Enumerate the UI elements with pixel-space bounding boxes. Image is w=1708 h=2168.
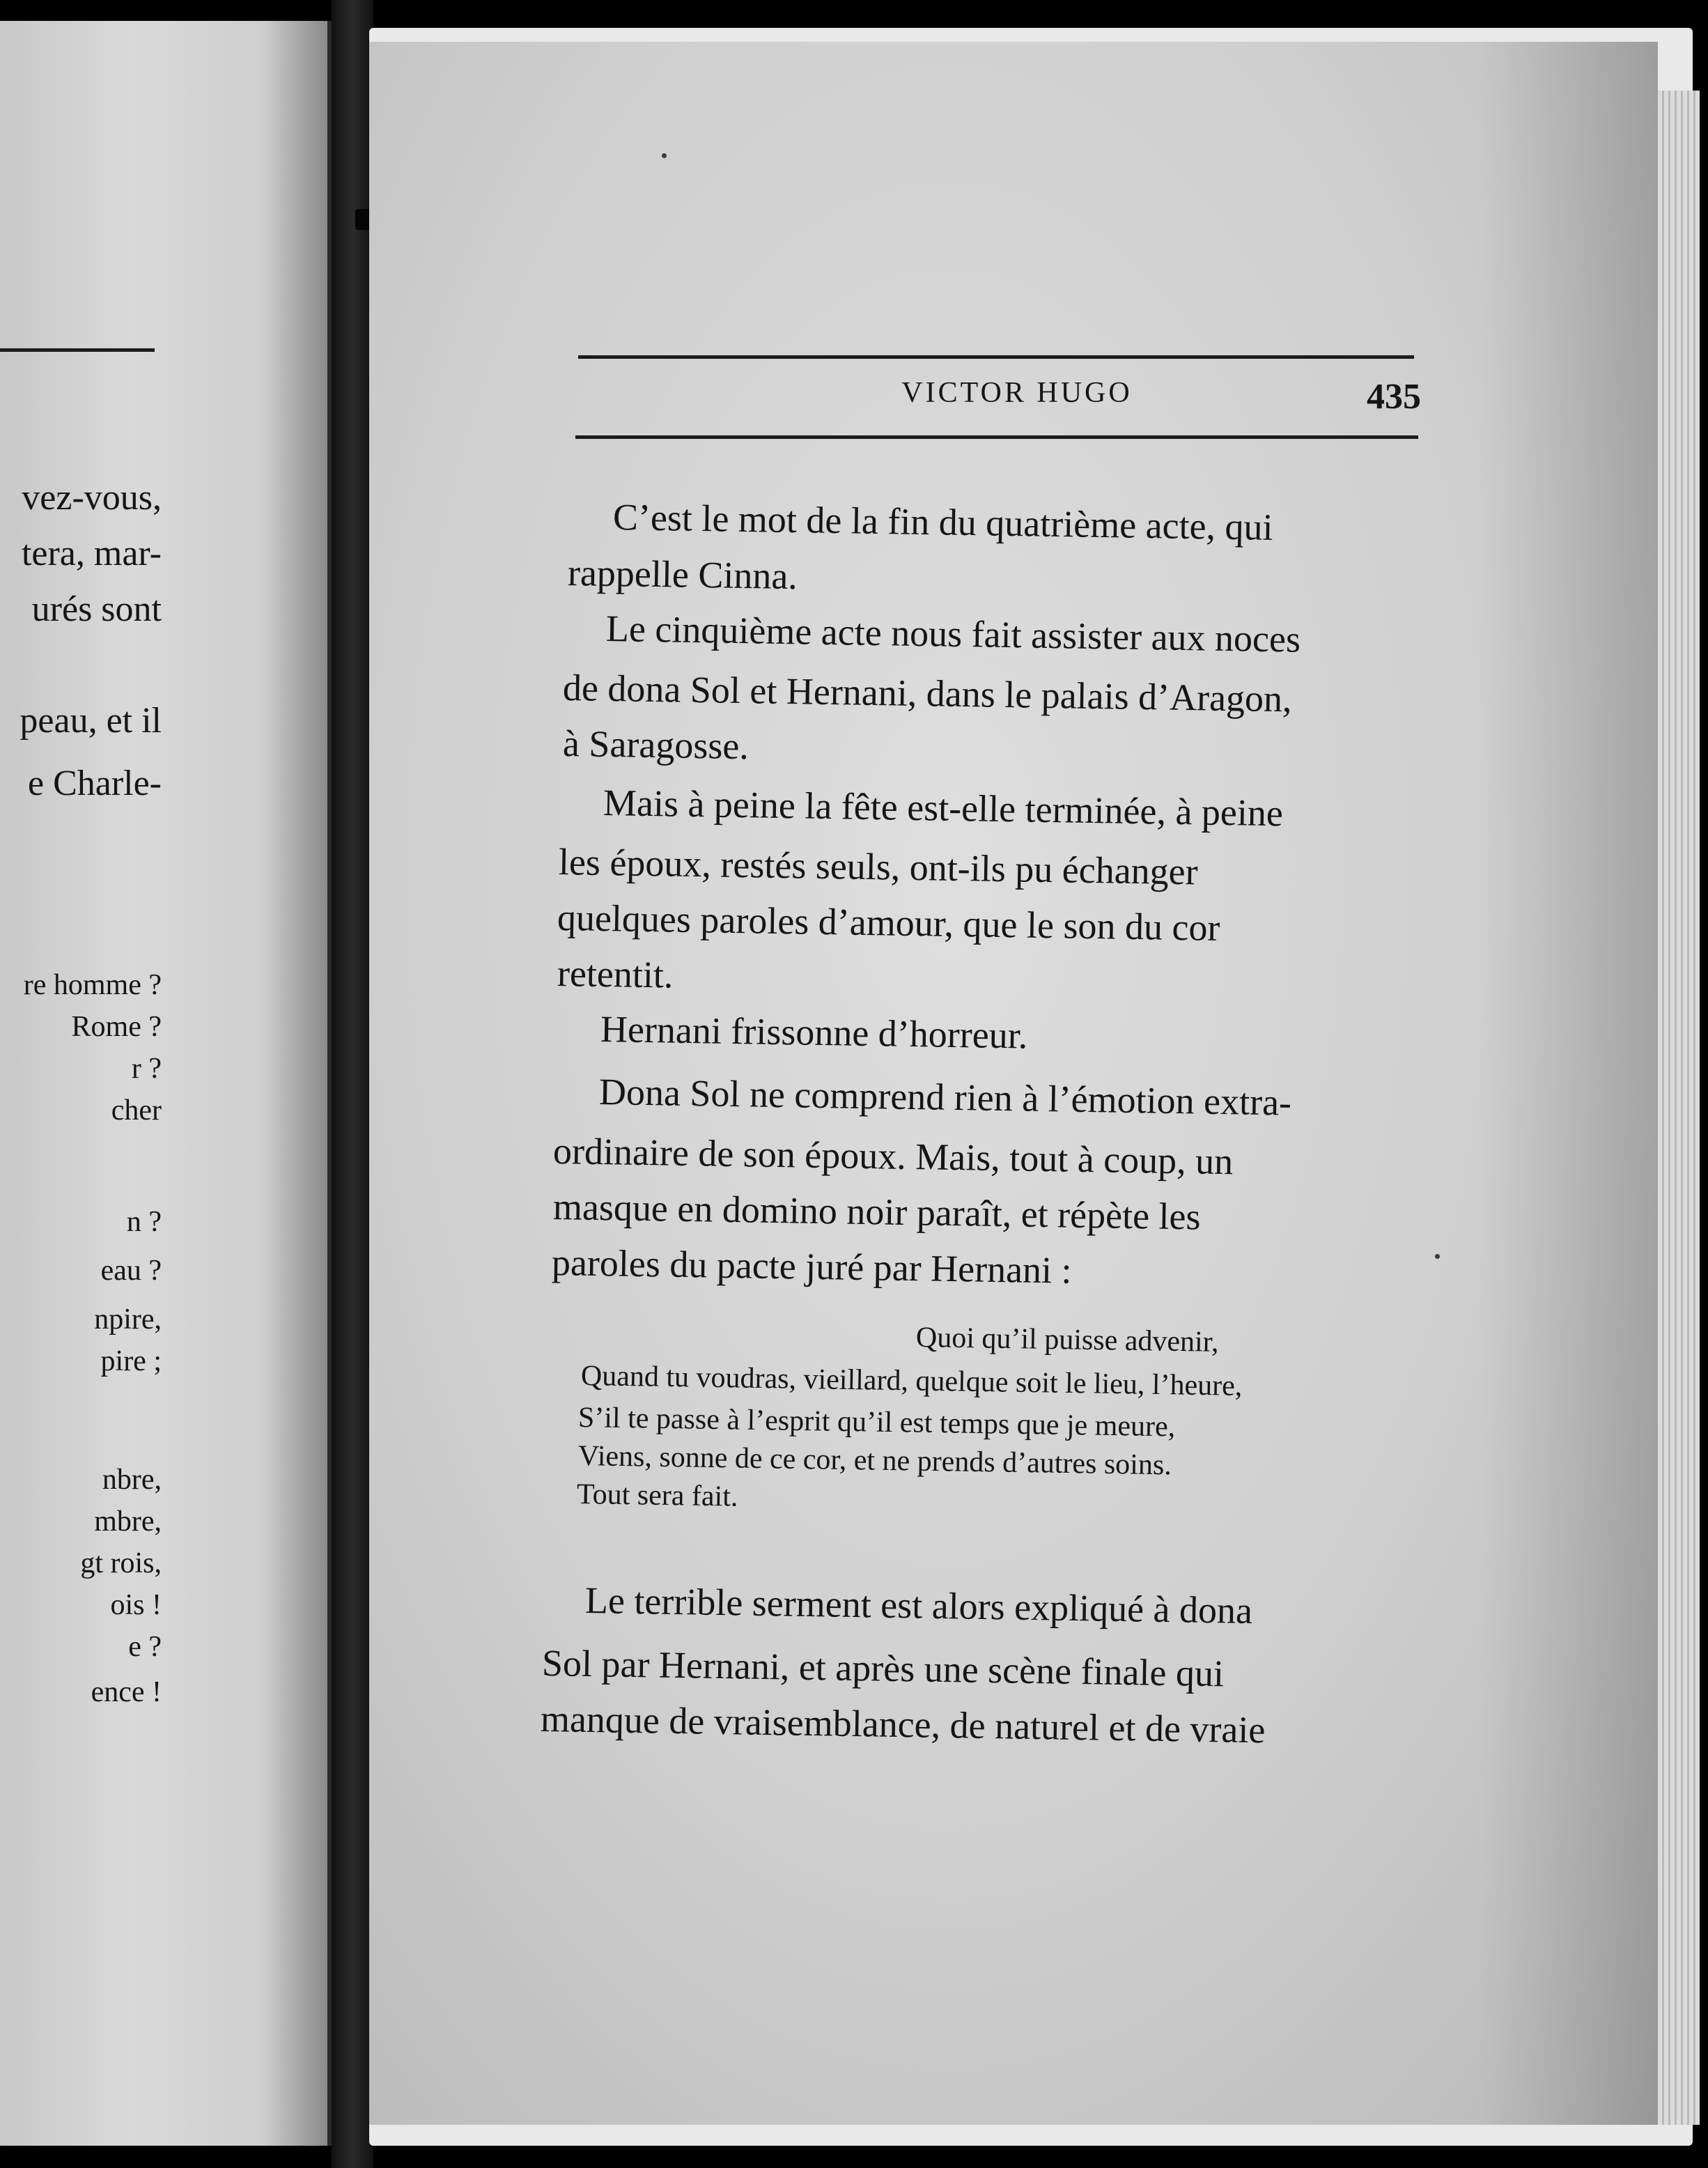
text-line: Le terrible serment est alors expliqué à dona — [584, 1579, 1253, 1632]
text-line: Mais à peine la fête est-elle terminée, à peine — [603, 782, 1284, 835]
text-line: quelques paroles d’amour, que le son du cor — [557, 897, 1220, 949]
page-stack-edge — [1658, 91, 1700, 2125]
previous-page-line: tera, mar- — [21, 534, 162, 573]
ink-speck — [1435, 1254, 1440, 1259]
previous-page-line: vez-vous, — [22, 478, 162, 518]
previous-page-verse-line: n ? — [126, 1206, 162, 1238]
text-line: ordinaire de son époux. Mais, tout à coup, un — [552, 1130, 1234, 1183]
previous-page-verse-line: Rome ? — [71, 1011, 162, 1043]
text-line: à Saragosse. — [562, 722, 750, 768]
previous-page-rule — [0, 348, 155, 352]
running-head: VICTOR HUGO — [901, 377, 1133, 409]
previous-page-verse-line: gt rois, — [80, 1547, 162, 1579]
current-page — [369, 42, 1658, 2125]
header-rule-top — [578, 355, 1414, 359]
text-line: Dona Sol ne comprend rien à l’émotion extra- — [598, 1071, 1292, 1124]
text-line: rappelle Cinna. — [567, 552, 798, 598]
previous-page-verse-line: eau ? — [100, 1255, 162, 1287]
previous-page-verse-line: pire ; — [100, 1345, 162, 1377]
previous-page-line: peau, et il — [20, 701, 162, 741]
text-line: manque de vraisemblance, de naturel et de vraie — [540, 1698, 1266, 1751]
previous-page-verse-line: nbre, — [102, 1464, 162, 1496]
previous-page-verse-line: e ? — [128, 1631, 162, 1663]
text-line: paroles du pacte juré par Hernani : — [551, 1241, 1073, 1292]
previous-page-line: urés sont — [31, 589, 162, 629]
previous-page-verse-line: ois ! — [110, 1589, 162, 1621]
quote-line: S’il te passe à l’esprit qu’il est temps que je meure, — [577, 1402, 1176, 1443]
text-line: Sol par Hernani, et après une scène finale qui — [541, 1642, 1225, 1695]
quote-line: Quoi qu’il puisse advenir, — [915, 1322, 1219, 1358]
text-line: Le cinquième acte nous fait assister aux noces — [605, 607, 1301, 660]
text-line: retentit. — [557, 952, 674, 996]
ink-speck — [662, 153, 667, 158]
previous-page-verse-line: re homme ? — [23, 969, 162, 1001]
quote-line: Quand tu voudras, vieillard, quelque soit le lieu, l’heure, — [580, 1360, 1243, 1402]
quote-line: Tout sera fait. — [576, 1478, 738, 1513]
text-line: C’est le mot de la fin du quatrième acte, qui — [612, 496, 1274, 548]
text-line: Hernani frissonne d’horreur. — [600, 1008, 1028, 1057]
book-spine — [332, 0, 373, 2168]
quote-line: Viens, sonne de ce cor, et ne prends d’autres soins. — [577, 1440, 1172, 1482]
text-line: les époux, restés seuls, ont-ils pu échanger — [558, 841, 1199, 893]
previous-page — [0, 21, 332, 2146]
previous-page-line: e Charle- — [27, 764, 162, 803]
text-line: masque en domino noir paraît, et répète les — [552, 1186, 1202, 1238]
previous-page-verse-line: ence ! — [91, 1676, 162, 1708]
previous-page-verse-line: npire, — [94, 1303, 162, 1335]
page-shadow — [1477, 42, 1658, 2125]
header-rule-bottom — [575, 435, 1418, 439]
previous-page-verse-line: cher — [111, 1094, 162, 1126]
text-line: de dona Sol et Hernani, dans le palais d’Aragon, — [562, 667, 1293, 720]
previous-page-verse-line: mbre, — [94, 1505, 162, 1538]
page-number: 435 — [1367, 377, 1421, 417]
previous-page-verse-line: r ? — [131, 1053, 162, 1085]
